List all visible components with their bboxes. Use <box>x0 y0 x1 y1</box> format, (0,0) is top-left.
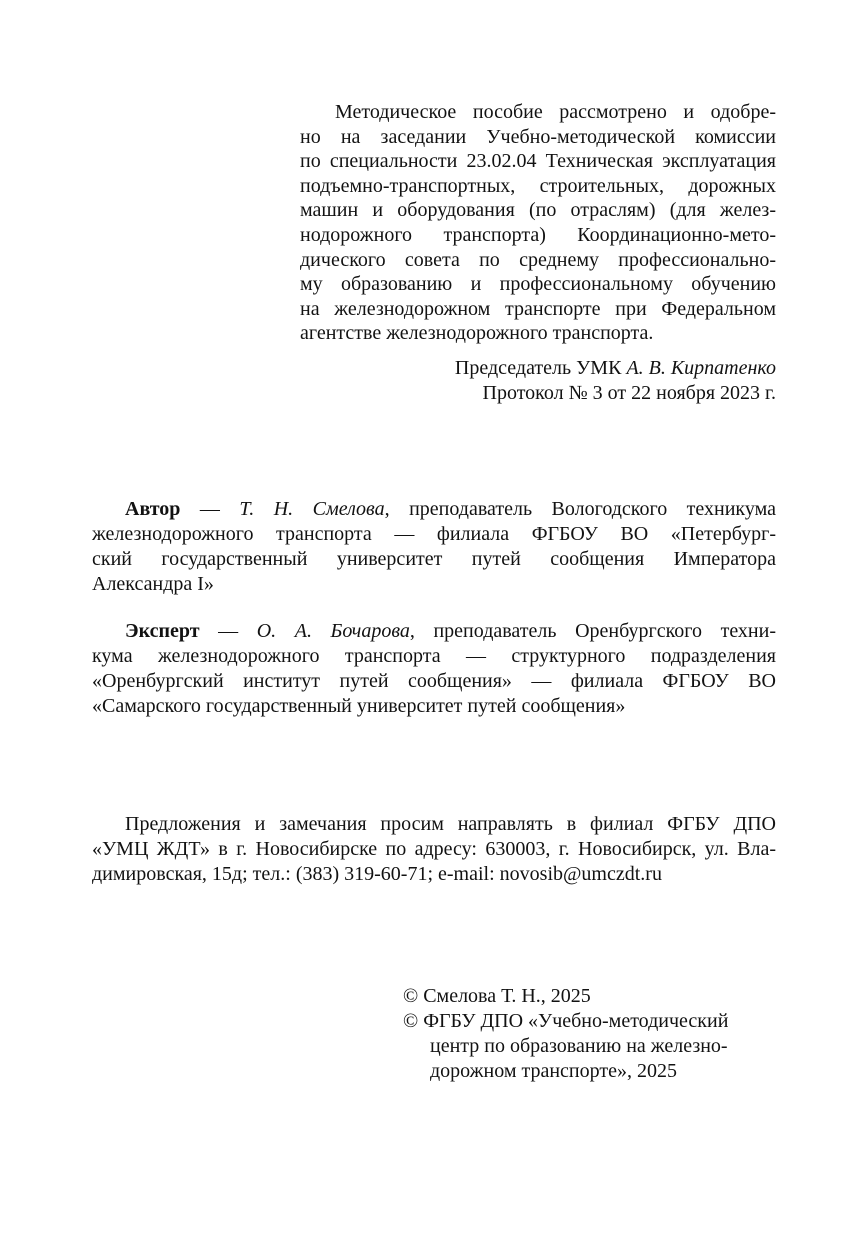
text-segment: — <box>199 620 257 642</box>
text-line: Александра I» <box>92 573 214 595</box>
text-line: дического совета по среднему профессионально- <box>300 248 776 271</box>
chairman-line <box>300 356 776 381</box>
text-line: ский государственный университет путей сообщения Императора <box>92 548 776 570</box>
chairman-title: Председатель УМК <box>454 357 627 379</box>
text-line: «Оренбургский институт путей сообщения» — филиала ФГБОУ ВО <box>92 670 776 692</box>
author-paragraph <box>92 497 776 597</box>
text-line: центр по образованию на железно- <box>430 1035 728 1057</box>
expert-paragraph <box>92 619 776 719</box>
italic-text: О. А. Бочарова <box>256 620 410 642</box>
text-line: димировская, 15д; тел.: (383) 319-60-71; e-mail: novosib@umczdt.ru <box>92 863 662 885</box>
text-line: © Смелова Т. Н., 2025 <box>403 985 591 1007</box>
text-line: «Самарского государственный университет путей сообщения» <box>92 695 626 717</box>
text-line: © ФГБУ ДПО «Учебно-методический <box>403 1010 729 1032</box>
text-line: му образованию и профессиональному обучению <box>300 273 776 296</box>
copyright-block <box>403 984 783 1084</box>
text-segment: , преподаватель Вологодского техникума <box>384 498 776 520</box>
text-line: дорожном транспорте», 2025 <box>430 1060 677 1082</box>
text-line: агентстве железнодорожного транспорта. <box>300 322 654 345</box>
feedback-paragraph <box>92 812 776 887</box>
italic-text: Т. Н. Смелова <box>239 498 385 520</box>
signature-block <box>300 356 776 405</box>
text-line: по специальности 23.02.04 Техническая эксплуатация <box>300 150 776 173</box>
bold-text: Эксперт <box>125 620 200 642</box>
text-line <box>92 497 776 522</box>
approval-paragraph <box>300 100 776 346</box>
text-line: кума железнодорожного транспорта — структурного подразделения <box>92 645 776 667</box>
text-line: машин и оборудования (по отраслям) (для желез- <box>300 199 776 222</box>
text-line <box>92 619 776 644</box>
text-segment: — <box>180 498 240 520</box>
text-line: но на заседании Учебно-методической комиссии <box>300 125 776 148</box>
text-line: Предложения и замечания просим направлять в филиал ФГБУ ДПО <box>125 813 776 835</box>
text-line: Методическое пособие рассмотрено и одобре- <box>335 101 776 123</box>
chairman-name: А. В. Кирпатенко <box>626 357 776 379</box>
text-line: «УМЦ ЖДТ» в г. Новосибирске по адресу: 630003, г. Новосибирск, ул. Вла- <box>92 838 776 860</box>
text-line: нодорожного транспорта) Координационно-мето- <box>300 223 776 246</box>
text-segment: , преподаватель Оренбургского техни- <box>409 620 776 642</box>
text-line: подъемно-транспортных, строительных, дорожных <box>300 174 776 197</box>
bold-text: Автор <box>125 498 181 520</box>
text-line: железнодорожного транспорта — филиала ФГБОУ ВО «Петербург- <box>92 523 776 545</box>
protocol-line: Протокол № 3 от 22 ноября 2023 г. <box>482 381 776 404</box>
text-line: на железнодорожном транспорте при Федеральном <box>300 297 776 320</box>
